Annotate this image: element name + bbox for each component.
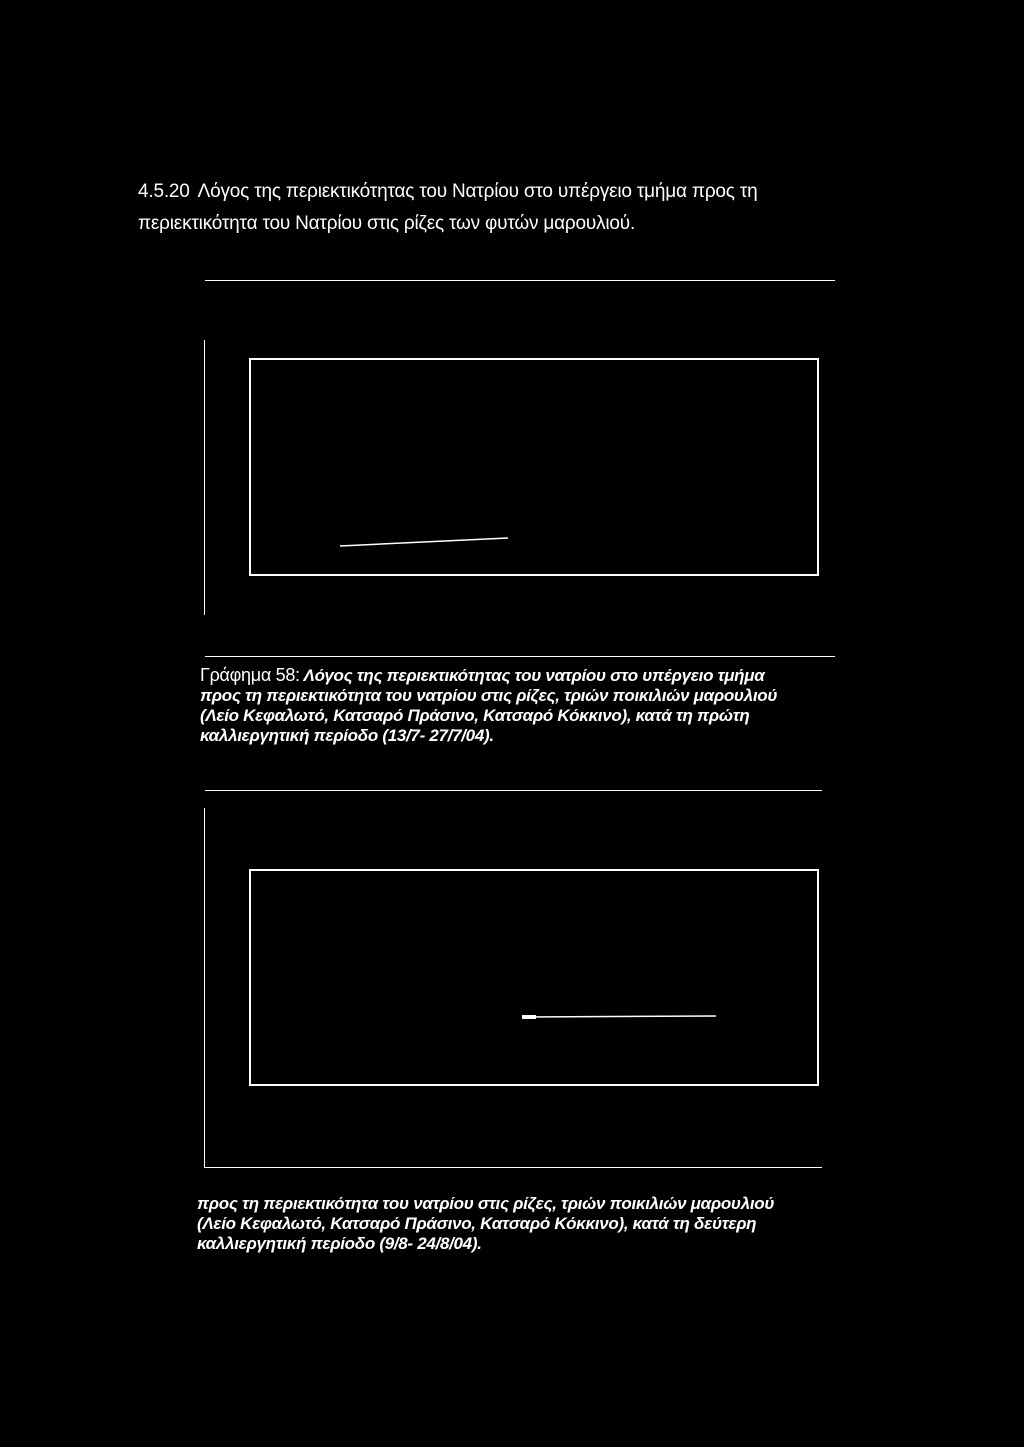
figure-59-caption (197, 1194, 837, 1254)
figure-58-caption-line-4: καλλιεργητική περίοδο (13/7- 27/7/04). (200, 726, 494, 745)
chart-2-series-marker (522, 1015, 536, 1019)
figure-59-caption-line-3: καλλιεργητική περίοδο (9/8- 24/8/04). (197, 1234, 482, 1253)
section-title-line-1: 4.5.20 Λόγος της περιεκτικότητας του Νατρίου στο υπέργειο τμήμα προς τη (138, 181, 758, 202)
figure-59-caption-line-1: προς τη περιεκτικότητα του νατρίου στις ρίζες, τριών ποικιλιών μαρουλιού (197, 1194, 775, 1213)
section-number: 4.5.20 (138, 181, 190, 202)
chart-2-bottom-rule (205, 1167, 822, 1168)
figure-58-caption-line-1: Γράφημα 58: Λόγος της περιεκτικότητας του νατρίου στο υπέργειο τμήμα (200, 665, 765, 685)
chart-2-series-line (524, 1016, 716, 1017)
figure-58-label: Γράφημα 58: (200, 665, 300, 685)
section-title-line-2: περιεκτικότητα του Νατρίου στις ρίζες των φυτών μαρουλιού. (138, 213, 636, 234)
figure-58-caption-line-3: (Λείο Κεφαλωτό, Κατσαρό Πράσινο, Κατσαρό Κόκκινο), κατά τη πρώτη (200, 706, 750, 725)
figure-58-caption-line-2: προς τη περιεκτικότητα του νατρίου στις ρίζες, τριών ποικιλιών μαρουλιού (200, 686, 778, 705)
figure-59-caption-line-2: (Λείο Κεφαλωτό, Κατσαρό Πράσινο, Κατσαρό Κόκκινο), κατά τη δεύτερη (197, 1214, 757, 1233)
